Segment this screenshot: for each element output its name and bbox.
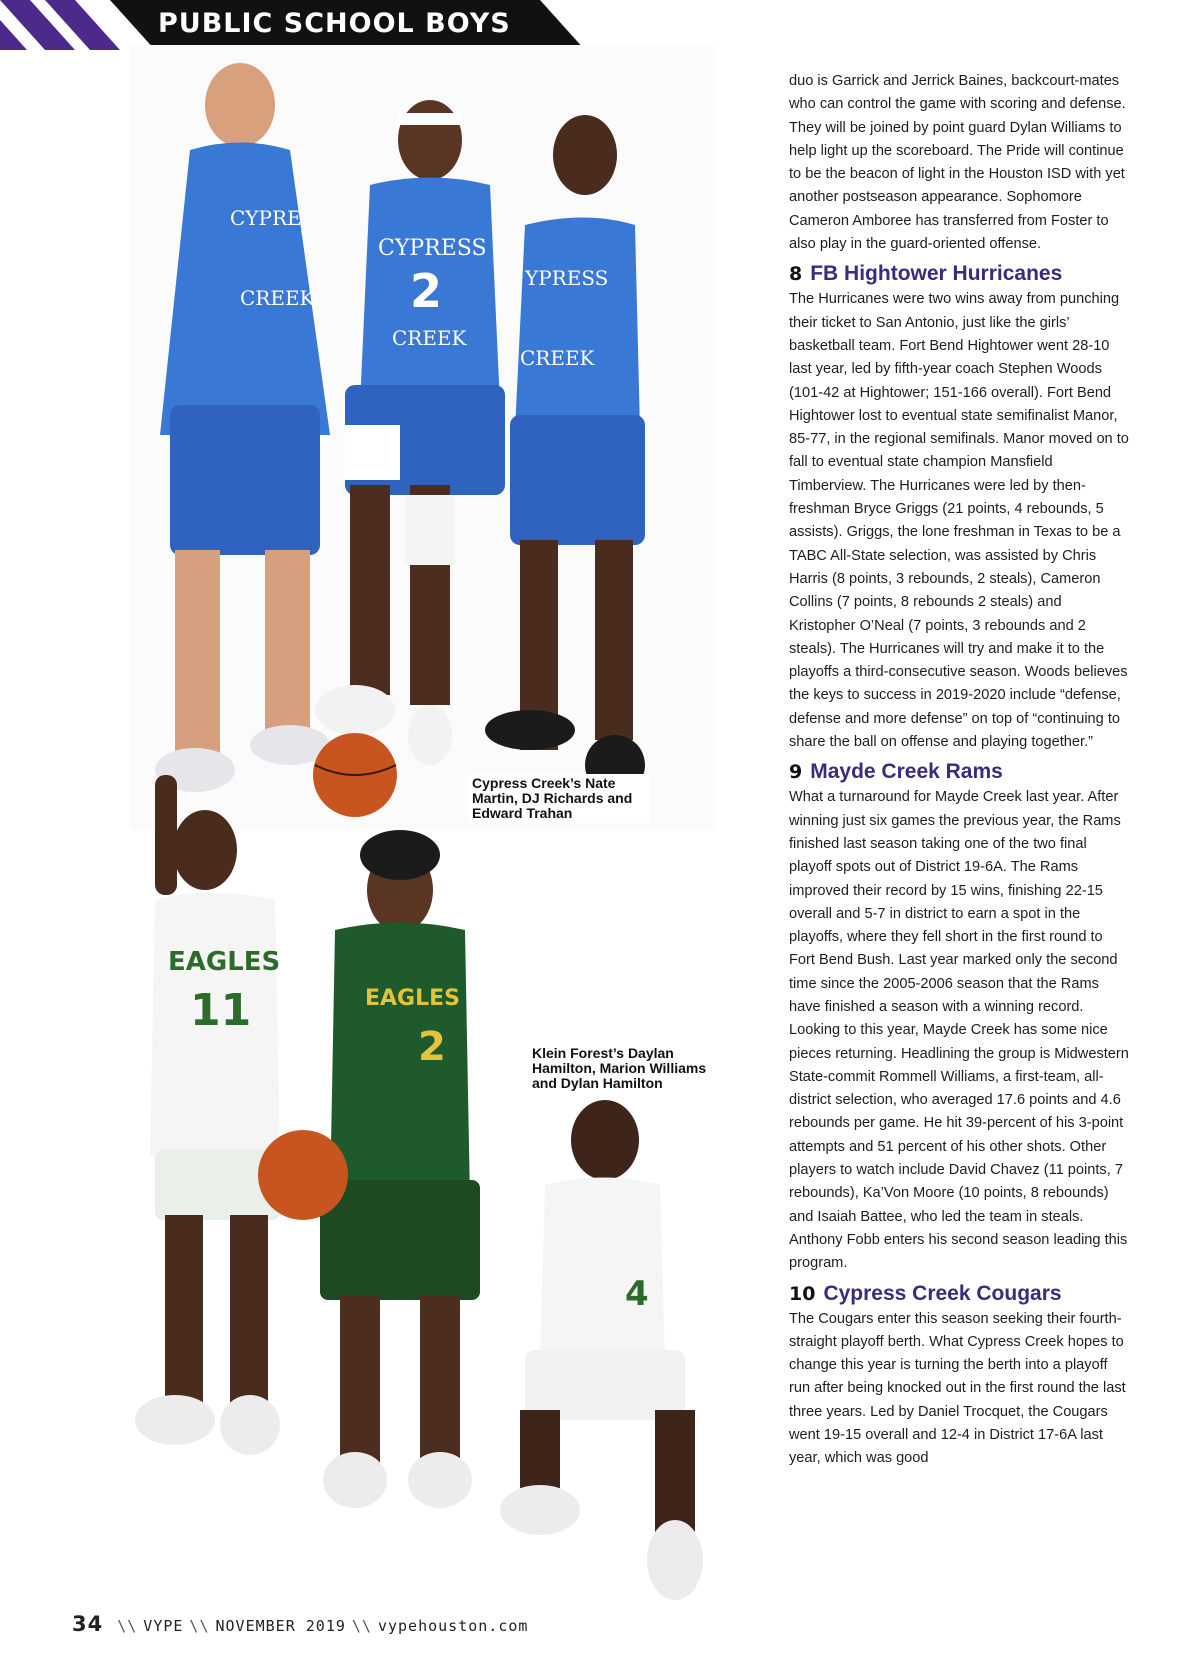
page-number: 34 — [72, 1612, 104, 1636]
jersey-text: CREEK — [392, 326, 467, 350]
jersey-text: EAGLES — [168, 947, 281, 977]
jersey-text: CREEK — [520, 346, 595, 370]
section-heading — [789, 758, 1129, 786]
page-section-title: PUBLIC SCHOOL BOYS — [158, 8, 511, 39]
article-intro: duo is Garrick and Jerrick Baines, backcourt-mates who can control the game with scoring and defense. They will be joined by point guard Dylan Williams to help light up the scoreboard. The Pride will continue to be the beacon of light in the Houston ISD with yet another postseason appearance. Sophomore Cameron Amboree has transferred from Foster to also play in the guard-oriented offense. — [789, 73, 1126, 253]
section-heading — [789, 260, 1129, 288]
section-title: Cypress Creek Cougars — [823, 1281, 1062, 1305]
magazine-name: VYPE — [143, 1617, 184, 1635]
cypress-creek-photo — [130, 45, 715, 830]
jersey-text: YPRESS — [525, 266, 609, 290]
section-number: 9 — [789, 761, 803, 784]
section-title: Mayde Creek Rams — [810, 760, 1003, 784]
section-number: 8 — [789, 263, 803, 286]
basketball — [258, 1130, 348, 1220]
player-figure — [315, 100, 505, 765]
jersey-number: 11 — [190, 985, 252, 1036]
jersey-number: 2 — [418, 1024, 446, 1070]
player-figure — [155, 63, 330, 792]
player-figure — [500, 1100, 703, 1600]
jersey-number: 2 — [410, 264, 443, 318]
player-figure — [485, 115, 645, 795]
section-number: 10 — [789, 1282, 816, 1305]
photo-caption-top: Cypress Creek’s Nate Martin, DJ Richards and Edward Trahan — [468, 774, 651, 823]
player-figure — [135, 775, 280, 1455]
footer-separator: \\ — [351, 1617, 372, 1635]
footer-separator: \\ — [189, 1617, 210, 1635]
footer-separator: \\ — [117, 1617, 138, 1635]
player-figure — [258, 830, 480, 1508]
page-footer — [72, 1612, 528, 1636]
jersey-text: CYPRESS — [378, 236, 487, 261]
klein-forest-photo — [100, 760, 765, 1657]
jersey-text: CYPRESS — [230, 206, 329, 230]
photo-caption-bottom: Klein Forest’s Daylan Hamilton, Marion Williams and Dylan Hamilton — [528, 1044, 716, 1093]
jersey-text: EAGLES — [365, 986, 461, 1011]
section-body: The Cougars enter this season seeking their fourth-straight playoff berth. What Cypress Creek hopes to change this year is turning the berth into a playoff run after being knocked out in the first round the last three years. Led by Daniel Trocquet, the Cougars went 19-15 overall and 12-4 in District 17-6A last year, which was good — [789, 1310, 1126, 1467]
section-body: What a turnaround for Mayde Creek last year. After winning just six games the previous year, the Rams finished last season taking one of the two final playoff spots out of District 19-6A. The Rams improved their record by 15 wins, finishing 22-15 overall and 5-7 in district to earn a spot in the playoffs, where they fell short in the first round to Fort Bend Bush. Last year marked only the second time since the 2005-2006 season that the Rams have finished a season with a winning record. Looking to this year, Mayde Creek has some nice pieces returning. Headlining the group is Midwestern State-commit Rommell Williams, a first-team, all-district selection, who averaged 17.6 points and 4.6 rebounds per game. He hit 39-percent of his 3-point attempts and 51 percent of his other shots. Other players to watch include David Chavez (11 points, 7 rebounds), Ka’Von Moore (10 points, 8 rebounds) and Isaiah Battee, who led the team in steals. Anthony Fobb enters his second season leading this program. — [789, 789, 1129, 1272]
section-title: FB Hightower Hurricanes — [810, 262, 1063, 286]
jersey-number: 4 — [625, 1274, 649, 1314]
jersey-text: CREEK — [240, 286, 315, 310]
issue-date: NOVEMBER 2019 — [215, 1617, 346, 1635]
section-body: The Hurricanes were two wins away from punching their ticket to San Antonio, just like the girls’ basketball team. Fort Bend Hightower went 28-10 last year, led by fifth-year coach Stephen Woods (101-42 at Hightower; 151-166 overall). Fort Bend Hightower lost to eventual state semifinalist Manor, 85-77, in the regional semifinals. Manor moved on to fall to eventual state champion Mansfield Timberview. The Hurricanes were led by then-freshman Bryce Griggs (21 points, 4 rebounds, 5 assists). Griggs, the lone freshman in Texas to be a TABC All-State selection, was assisted by Chris Harris (8 points, 3 rebounds, 2 steals), Cameron Collins (7 points, 8 rebounds 2 steals) and Kristopher O’Neal (7 points, 3 rebounds and 2 steals). The Hurricanes will try and make it to the playoffs a third-consecutive season. Woods believes the keys to success in 2019-2020 include “defense, defense and more defense” on top of “continuing to share the ball on offense and playing together.” — [789, 291, 1129, 751]
website-link[interactable]: vypehouston.com — [377, 1617, 529, 1635]
article-column — [789, 70, 1129, 1471]
section-heading — [789, 1280, 1129, 1308]
